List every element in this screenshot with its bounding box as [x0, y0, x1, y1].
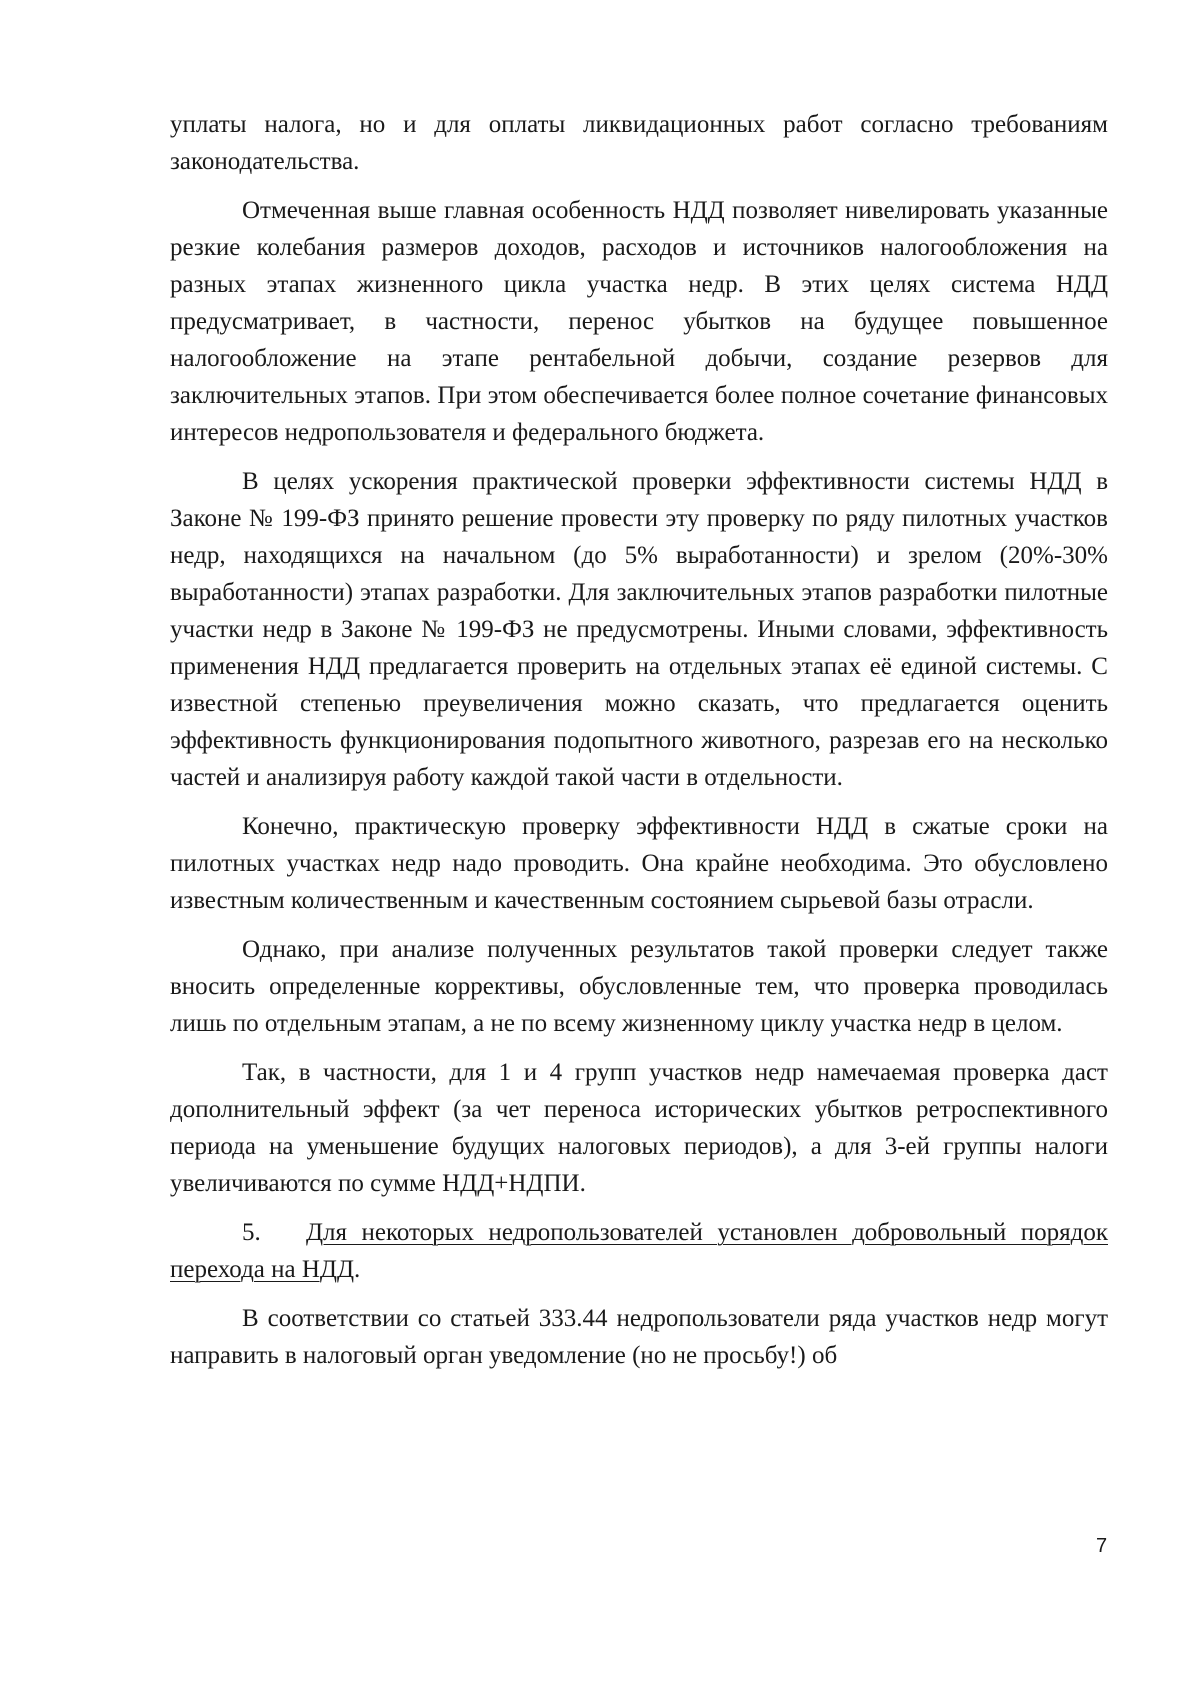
- section-heading-text: Для некоторых недропользователей установлен добровольный порядок перехода на НДД: [170, 1219, 1108, 1283]
- paragraph-ndd-feature: Отмеченная выше главная особенность НДД позволяет нивелировать указанные резкие колебания размеров доходов, расходов и источников налогообложения на разных этапах жизненного цикла участка недр. В этих целях система НДД предусматривает, в частности, перенос убытков на будущее повышенное налогообложение на этапе рентабельной добычи, создание резервов для заключительных этапов. При этом обеспечивается более полное сочетание финансовых интересов недропользователя и федерального бюджета.: [170, 197, 1108, 446]
- paragraph-pilot-sites: В целях ускорения практической проверки эффективности системы НДД в Законе № 199-ФЗ принято решение провести эту проверку по ряду пилотных участков недр, находящихся на начальном (до 5% выработанности) и зрелом (20%-30% выработанности) этапах разработки. Для заключительных этапов разработки пилотные участки недр в Законе № 199-ФЗ не предусмотрены. Иными словами, эффективность применения НДД предлагается проверить на отдельных этапах её единой системы. С известной степенью преувеличения можно сказать, что предлагается оценить эффективность функционирования подопытного животного, разрезав его на несколько частей и анализируя работу каждой такой части в отдельности.: [170, 468, 1108, 791]
- paragraph-article-33344: В соответствии со статьей 333.44 недропользователи ряда участков недр могут направить в налоговый орган уведомление (но не просьбу!) об: [170, 1305, 1108, 1369]
- paragraph-groups: Так, в частности, для 1 и 4 групп участков недр намечаемая проверка даст дополнительный эффект (за чет переноса исторических убытков ретроспективного периода на уменьшение будущих налоговых периодов), а для 3-ей группы налоги увеличиваются по сумме НДД+НДПИ.: [170, 1059, 1108, 1197]
- section-number: 5.: [242, 1219, 261, 1246]
- paragraph-analysis: Однако, при анализе полученных результатов такой проверки следует также вносить определенные коррективы, обусловленные тем, что проверка проводилась лишь по отдельным этапам, а не по всему жизненному циклу участка недр в целом.: [170, 936, 1108, 1037]
- document-page: [170, 106, 1108, 1386]
- page-number: 7: [1096, 1535, 1108, 1557]
- paragraph-verification: Конечно, практическую проверку эффективности НДД в сжатые сроки на пилотных участках недр надо проводить. Она крайне необходима. Это обусловлено известным количественным и качественным состоянием сырьевой базы отрасли.: [170, 813, 1108, 914]
- paragraph-continuation: уплаты налога, но и для оплаты ликвидационных работ согласно требованиям законодательства.: [170, 111, 1108, 175]
- section-heading-period: .: [354, 1256, 361, 1283]
- section-heading-5: [170, 1214, 1108, 1288]
